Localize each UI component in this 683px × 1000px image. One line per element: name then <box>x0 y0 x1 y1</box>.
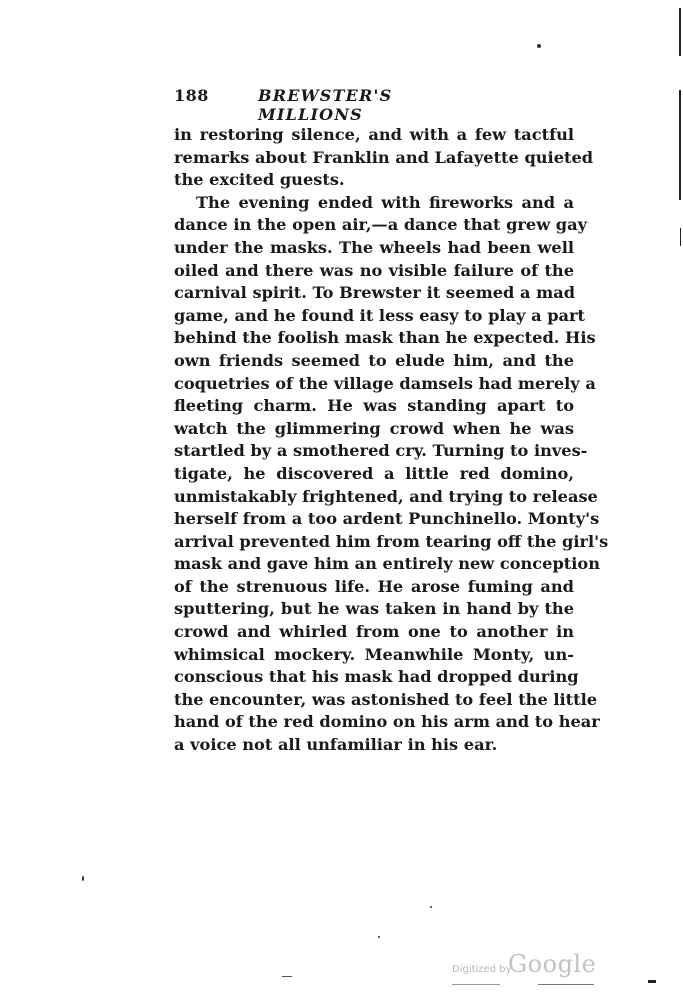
page-number: 188 <box>174 86 209 105</box>
text-line: The evening ended with fireworks and a <box>196 192 574 212</box>
text-line: under the masks. The wheels had been well <box>174 237 574 257</box>
text-line: sputtering, but he was taken in hand by the <box>174 599 574 619</box>
running-head: BREWSTER'S MILLIONS <box>258 86 393 124</box>
scan-dash <box>648 980 656 983</box>
text-line: fleeting charm. He was standing apart to <box>174 396 574 416</box>
scan-speck <box>378 936 380 938</box>
text-line: crowd and whirled from one to another in <box>174 622 574 642</box>
text-line: a voice not all unfamiliar in his ear. <box>174 735 498 755</box>
scan-dash <box>538 984 594 985</box>
text-line: conscious that his mask had dropped during <box>174 667 579 687</box>
watermark-prefix: Digitized by <box>452 964 512 975</box>
text-line: the encounter, was astonished to feel the little <box>174 689 598 709</box>
google-logo: Google <box>508 950 597 978</box>
scan-edge-mark <box>679 90 681 200</box>
text-line: mask and gave him an entirely new conception <box>174 554 600 574</box>
digitized-watermark <box>452 952 612 982</box>
text-line: dance in the open air,—a dance that grew gay <box>174 215 588 235</box>
text-line: coquetries of the village damsels had merely a <box>174 373 596 393</box>
text-line: unmistakably frightened, and trying to release <box>174 486 598 506</box>
text-line: remarks about Franklin and Lafayette quieted <box>174 147 594 167</box>
text-line: the excited guests. <box>174 170 345 190</box>
text-line: in restoring silence, and with a few tactful <box>174 125 574 144</box>
text-line: herself from a too ardent Punchinello. Monty's <box>174 509 600 529</box>
text-line: watch the glimmering crowd when he was <box>174 418 574 438</box>
page-header <box>174 86 494 124</box>
text-line: startled by a smothered cry. Turning to inves- <box>174 441 588 461</box>
scan-edge-mark <box>680 228 681 246</box>
scan-edge-mark <box>679 8 681 56</box>
scan-dash <box>282 976 292 977</box>
scan-speck <box>537 44 541 48</box>
text-line: behind the foolish mask than he expected. His <box>174 328 596 348</box>
scan-speck <box>430 906 432 908</box>
text-line: of the strenuous life. He arose fuming and <box>174 576 574 596</box>
body-text <box>174 124 609 757</box>
text-line: oiled and there was no visible failure of the <box>174 260 574 280</box>
scan-dash <box>452 984 500 985</box>
text-line: carnival spirit. To Brewster it seemed a mad <box>174 283 576 303</box>
text-line: own friends seemed to elude him, and the <box>174 350 574 370</box>
text-line: tigate, he discovered a little red domino, <box>174 463 574 483</box>
text-line: hand of the red domino on his arm and to hear <box>174 712 600 732</box>
text-line: arrival prevented him from tearing off the girl's <box>174 531 609 551</box>
text-line: whimsical mockery. Meanwhile Monty, un- <box>174 644 574 664</box>
scan-speck <box>82 876 84 881</box>
text-line: game, and he found it less easy to play a part <box>174 305 586 325</box>
